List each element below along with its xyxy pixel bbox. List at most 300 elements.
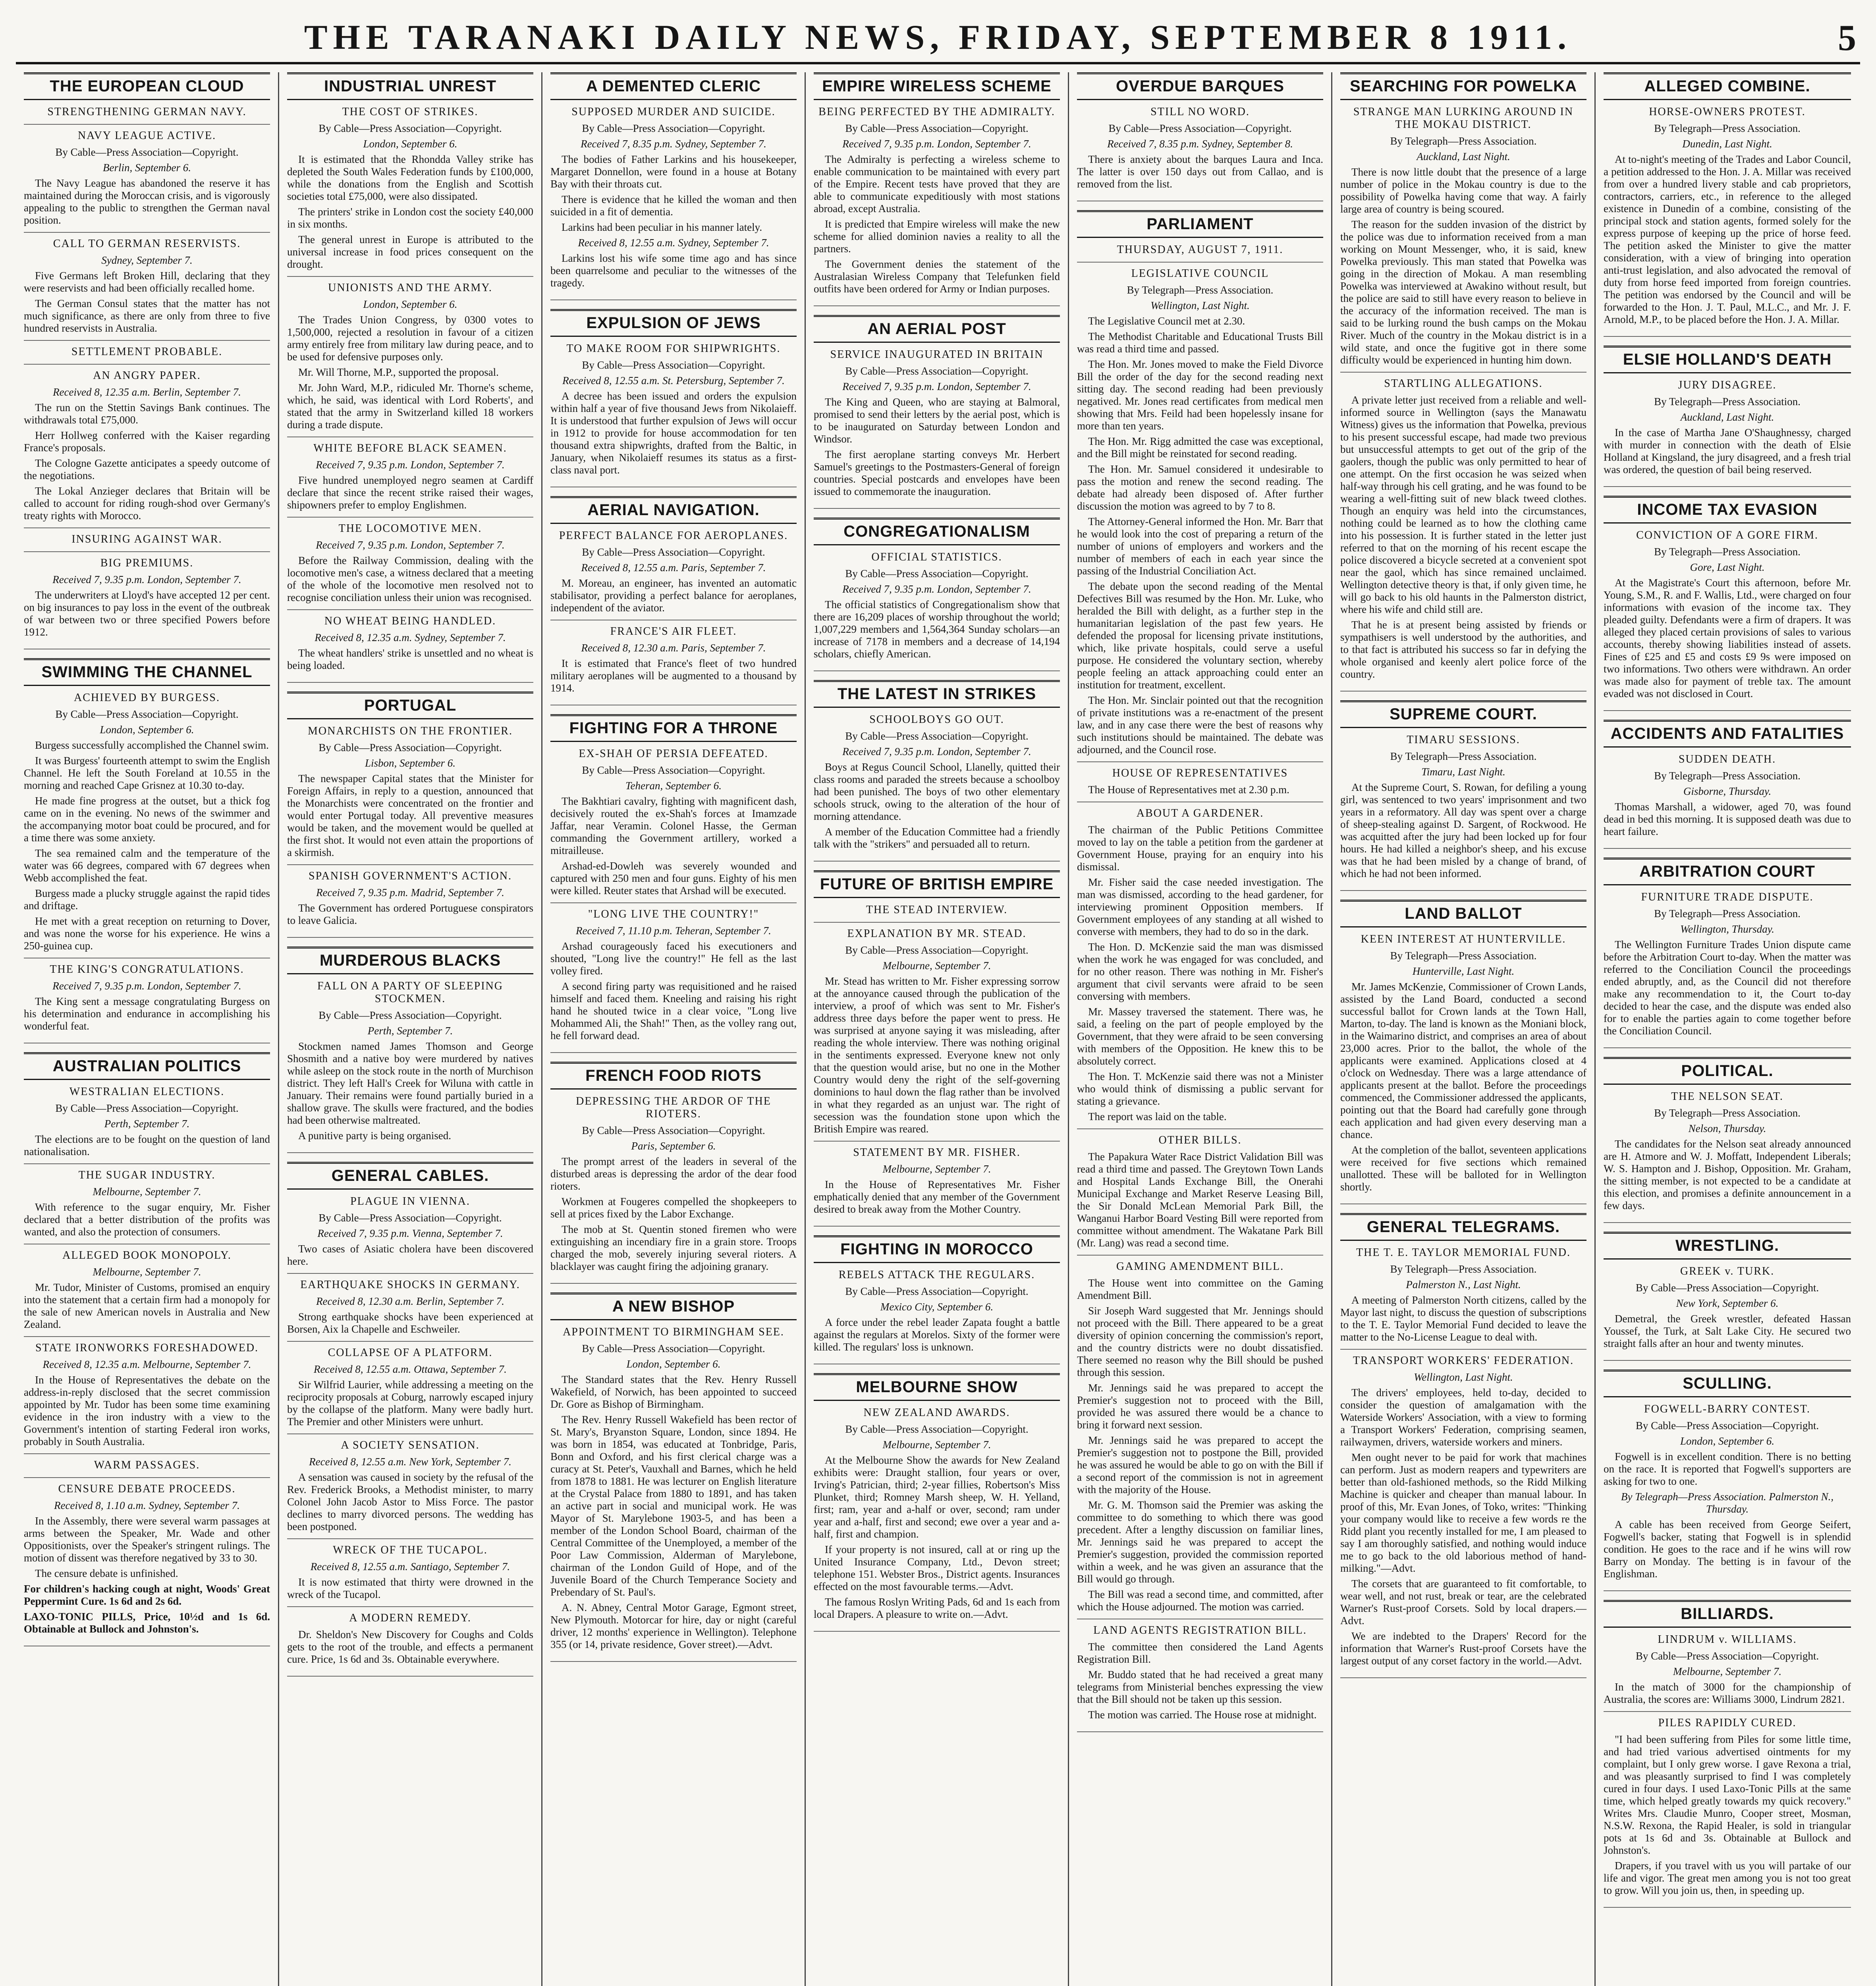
paragraph: The Hon. Mr. Rigg admitted the case was exceptional, and the Bill might be reinstated for second reading. [1077,435,1323,460]
column-1 [16,72,279,1986]
paragraph: The German Consul states that the matter has not much significance, as there are only from three to five hundred reservists in Australia. [24,298,270,334]
subheading: SCHOOLBOYS GO OUT. [869,713,1004,726]
column-7 [1596,72,1859,1986]
wire-credit: By Telegraph—Press Association. [1654,908,1801,920]
paragraph: The printers' strike in London cost the society £40,000 in six months. [287,206,533,230]
dateline: Hunterville, Last Night. [1412,965,1515,977]
article-headline: FIGHTING FOR A THRONE [550,714,797,742]
wire-credit: By Cable—Press Association—Copyright. [1635,1282,1819,1294]
subheading: CONVICTION OF A GORE FIRM. [1636,529,1818,541]
paragraph: The general unrest in Europe is attributed to the universal increase in food prices consequent on the drought. [287,234,533,270]
subheading: A MODERN REMEDY. [287,1606,533,1625]
paragraph: Strong earthquake shocks have been experienced at Borsen, Aix la Chapelle and Eschweiler. [287,1311,533,1335]
paragraph: Sir Joseph Ward suggested that Mr. Jennings should not proceed with the Bill. There appeared to be a great diversity of opinion concerning the commission's report, and the country districts were no doubt dissatisfied. There seemed no reason why the Bill should be pushed through this session. [1077,1305,1323,1378]
paragraph: Fogwell is in excellent condition. There is no betting on the race. It is reported that Fogwell's supporters are asking for two to one. [1604,1451,1851,1487]
paragraph: The first aeroplane starting conveys Mr. Herbert Samuel's greetings to the Postmasters-General of foreign countries. Special postcards and envelopes have been issued to commemorate the inauguration. [814,448,1060,497]
dateline: London, September 6. [1680,1435,1774,1447]
article [814,680,1060,862]
dateline: London, September 6. [363,298,457,310]
dateline: Received 8, 12.30 a.m. Berlin, September 7. [316,1295,504,1307]
paragraph: That he is at present being assisted by friends or sympathisers is well understood by the authorities, and to that fact is attributed his success so far in defying the whole organised and keenly alert police force of the country. [1340,619,1586,680]
wire-credit: By Cable—Press Association—Copyright. [845,1285,1029,1297]
wire-credit: By Cable—Press Association—Copyright. [318,1009,502,1021]
paragraph: At the Melbourne Show the awards for New Zealand exhibits were: Draught stallion, four years or over, Irving's Patrician, third; 2-year fillies, Robertson's Miss Plunket, third; Romney Marsh sheep, W. H. Yelland, first; ram, year and a-half or over, second; ram under year and a-half, first and second; ewe over a year and a-half, first and champion. [814,1454,1060,1540]
article [1604,858,1851,1048]
subheading: APPOINTMENT TO BIRMINGHAM SEE. [563,1326,784,1338]
subheading: A SOCIETY SENSATION. [287,1433,533,1452]
wire-credit: By Telegraph—Press Association. [1654,546,1801,558]
dateline: Auckland, Last Night. [1417,151,1510,162]
paragraph: Stockmen named James Thomson and George Shosmith and a native boy were murdered by natives while asleep on the stock route in the north of Murchison district. They left Hall's Creek for Wiluna with cattle in January. Their remains were found partially buried in a shallow grave. The skulls were fractured, and the bodies had been otherwise maltreated. [287,1040,533,1126]
dateline: Teheran, September 6. [625,780,722,792]
paragraph: The Hon. Mr. Jones moved to make the Field Divorce Bill the order of the day for the second reading next sitting day. The second reading had been previously negatived. Mr. Jones read certificates from medical men showing that Mrs. Feild had been hopelessly insane for more than ten years. [1077,358,1323,432]
subheading: WESTRALIAN ELECTIONS. [69,1086,225,1098]
subheading: MONARCHISTS ON THE FRONTIER. [308,725,513,737]
dateline: Received 7, 9.35 p.m. London, September 7. [842,746,1031,757]
article [1340,900,1586,1204]
article [1340,1213,1586,1678]
wire-credit: By Cable—Press Association—Copyright. [845,730,1029,742]
article-headline: A NEW BISHOP [550,1292,797,1320]
paragraph: The Government denies the statement of the Australasian Wireless Company that Telefunken field outfits have been ordered for Army or Indian purposes. [814,258,1060,295]
paragraph: The drivers' employees, held to-day, decided to consider the question of amalgamation with the Waterside Workers' Association, with a view to forming a Transport Workers' Federation, comprising seamen, railwaymen, drivers, waterside workers and miners. [1340,1387,1586,1448]
article-headline: MELBOURNE SHOW [814,1373,1060,1401]
wire-credit: By Cable—Press Association—Copyright. [318,122,502,134]
article [550,72,797,300]
article [550,1062,797,1284]
wire-credit: By Cable—Press Association—Copyright. [1635,1420,1819,1432]
wire-credit: By Telegraph—Press Association. [1654,1107,1801,1119]
article-headline: WRESTLING. [1604,1232,1851,1260]
article [550,496,797,705]
paragraph: The Cologne Gazette anticipates a speedy outcome of the negotiations. [24,457,270,481]
article [24,658,270,1043]
article-headline: ELSIE HOLLAND'S DEATH [1604,346,1851,373]
paragraph: The bodies of Father Larkins and his housekeeper, Margaret Donnellon, were found in a house at Botany Bay with their throats cut. [550,153,797,190]
paragraph: The motion was carried. The House rose at midnight. [1088,1709,1317,1721]
article [24,72,270,649]
paragraph: He made fine progress at the outset, but a thick fog came on in the evening. No news of the swimmer and the accompanying motor boat could be procured, and for a time there was some anxiety. [24,795,270,844]
wire-credit: By Telegraph—Press Association. [1654,770,1801,782]
subheading: TRANSPORT WORKERS' FEDERATION. [1340,1349,1586,1367]
dateline: Received 8, 12.55 a.m. Paris, September 7. [581,562,766,574]
advertisement: LAXO-TONIC PILLS, Price, 10½d and 1s 6d. Obtainable at Bullock and Johnston's. [24,1611,270,1635]
dateline: Gisborne, Thursday. [1683,785,1772,797]
dateline: Received 8, 12.55 a.m. Santiago, September 7. [310,1561,510,1573]
paragraph: The newspaper Capital states that the Minister for Foreign Affairs, in reply to a question, announced that the Monarchists were concentrated on the frontier and would enter Portugal today. All preventive measures would be taken, and the movement would be quelled at the first shot. It would not even attain the proportions of a skirmish. [287,773,533,858]
dateline: Wellington, Last Night. [1150,299,1250,311]
dateline: New York, September 6. [1676,1297,1779,1309]
paragraph: Two cases of Asiatic cholera have been discovered here. [287,1243,533,1267]
paragraph: Drapers, if you travel with us you will partake of our life and vigor. The great men among you is not too great to grow. Will you join us, then, in speeding up. [1604,1860,1851,1896]
article [1604,1057,1851,1223]
article-headline: INCOME TAX EVASION [1604,496,1851,524]
paragraph: The House of Representatives met at 2.30 p.m. [1088,784,1289,796]
paragraph: Five hundred unemployed negro seamen at Cardiff declare that since the recent strike raised their wages, shipowners prefer to employ Englishmen. [287,474,533,511]
dateline: Received 7, 9.35 p.m. London, September 7. [842,381,1031,392]
dateline: Received 7, 9.35 p.m. London, September 7. [842,138,1031,150]
dateline: Received 7, 9.35 p.m. London, September 7. [842,583,1031,595]
wire-credit: By Cable—Press Association—Copyright. [582,764,765,776]
subheading: WARM PASSAGES. [24,1453,270,1472]
paragraph: The Bill was read a second time, and committed, after which the House adjourned. The motion was carried. [1077,1588,1323,1613]
wire-credit: By Cable—Press Association—Copyright. [845,944,1029,956]
article-headline: GENERAL TELEGRAMS. [1340,1213,1586,1241]
article [1077,72,1323,201]
paragraph: A member of the Education Committee had a friendly talk with the "strikers" and persuaded all to return. [814,826,1060,850]
paragraph: Demetral, the Greek wrestler, defeated Hassan Youssef, the Turk, at Salt Lake City. He secured two straight falls after an hour and twenty minutes. [1604,1313,1851,1349]
dateline: Dunedin, Last Night. [1682,138,1772,150]
subheading: STATEMENT BY MR. FISHER. [814,1141,1060,1159]
wire-credit: By Cable—Press Association—Copyright. [55,146,239,158]
paragraph: It is estimated that France's fleet of two hundred military aeroplanes will be augmented to a thousand by 1914. [550,657,797,694]
dateline: Wellington, Thursday. [1680,923,1774,935]
paragraph: Mr. Fisher said the case needed investigation. The man was dismissed, according to the head gardener, for interviewing prominent Opposition members. If Government employees of any standing at all wished to converse with members, they had to do so in the dark. [1077,876,1323,937]
subheading: JURY DISAGREE. [1678,379,1777,391]
paragraph: In the House of Representatives Mr. Fisher emphatically denied that any member of the Government desired to break away from the Mother Country. [814,1178,1060,1215]
paragraph: The Methodist Charitable and Educational Trusts Bill was read a third time and passed. [1077,330,1323,355]
wire-credit: By Cable—Press Association—Copyright. [845,365,1029,377]
paragraph: Arshad-ed-Dowleh was severely wounded and captured with 250 men and four guns. Eighty of his men were killed. Reuter states that Arshad will be executed. [550,860,797,896]
article-headline: GENERAL CABLES. [287,1162,533,1190]
article [1604,72,1851,337]
paragraph: The reason for the sudden invasion of the district by the police was due to information received from a man working on Mount Messenger, who, it is said, knew Powelka previously. This man stated that Powelka was going in the direction of Mokau. A man resembling Powelka was interviewed at Awakino without result, but the police are said to still have every reason to believe in the accuracy of the information received. The man is said to be lurking round the bush camps on the Mokau River. Much of the country in the Mokau district is in a wild state, and once the fugitive got in there some difficulty would be experienced in hunting him down. [1340,218,1586,366]
paragraph: Burgess successfully accomplished the Channel swim. [35,739,269,751]
paragraph: The underwriters at Lloyd's have accepted 12 per cent. on big insurances to pay loss in the event of the outbreak of war between two or three specified Powers before 1912. [24,589,270,638]
article-headline: AERIAL NAVIGATION. [550,496,797,524]
dateline: Received 7, 9.35 p.m. Madrid, September 7. [316,887,504,898]
paragraph: The Hon. T. McKenzie said there was not a Minister who would think of dismissing a public servant for stating a grievance. [1077,1070,1323,1107]
wire-credit: By Telegraph—Press Association. [1390,950,1537,962]
dateline: Wellington, Last Night. [1414,1371,1513,1383]
subheading: ALLEGED BOOK MONOPOLY. [24,1244,270,1262]
subheading: PLAGUE IN VIENNA. [350,1195,470,1207]
article-headline: ALLEGED COMBINE. [1604,72,1851,100]
paragraph: It is predicted that Empire wireless will make the new scheme for allied dominion navies a reality to all the partners. [814,218,1060,255]
subheading: THE STEAD INTERVIEW. [866,904,1008,916]
article [550,1292,797,1662]
paragraph: Boys at Regus Council School, Llanelly, quitted their class rooms and paraded the streets because a schoolboy had been punished. The boys of two other elementary schools struck, owing to the alteration of the hour of morning attendance. [814,761,1060,822]
wire-credit: By Cable—Press Association—Copyright. [582,122,765,134]
paragraph: The report was laid on the table. [1088,1111,1227,1122]
paragraph: The Attorney-General informed the Hon. Mr. Barr that he would look into the cost of preparing a return of the number of unions of employers and workers and the number of members of each in each year since the passing of the Industrial Conciliation Act. [1077,516,1323,577]
subheading: THE NELSON SEAT. [1671,1090,1783,1103]
paragraph: At the Supreme Court, S. Rowan, for defiling a young girl, was sentenced to two years' imprisonment and two years in a reformatory. All day was spent over a charge of sheep-stealing against D. Sargent, of Rockwood. He was acquitted after the jury had been locked up for four hours. He had killed a neighbor's sheep, and his excuse was that he had been misled by a change of brand, of which he had not been informed. [1340,781,1586,879]
subheading: WHITE BEFORE BLACK SEAMEN. [287,437,533,455]
subheading: NO WHEAT BEING HANDLED. [287,609,533,628]
paragraph: Mr. James McKenzie, Commissioner of Crown Lands, assisted by the Land Board, conducted a second successful ballot for Crown lands at the Town Hall, Marton, to-day. The land is known as the Moniani block, in the Waimarino district, and comprises an area of about 23,000 acres. Prior to the ballot, the whole of the applicants were examined. Applications closed at 4 o'clock on Wednesday. There was a large attendance of applicants present at the ballot. Before the proceedings commenced, the Commissioner addressed the applicants, pointing out that the Board had carefully gone through each application and had given every deserving man a chance. [1340,981,1586,1140]
subheading: GREEK v. TURK. [1680,1265,1775,1277]
article [1604,720,1851,849]
article-headline: THE EUROPEAN CLOUD [24,72,270,100]
article [287,692,533,938]
paragraph: We are indebted to the Drapers' Record for the information that Warner's Rust-proof Corsets have the largest output of any corset factory in the world.—Advt. [1340,1630,1586,1667]
article [814,518,1060,671]
dateline: Received 7, 9.35 p.m. London, September 7. [316,459,505,471]
subheading: NAVY LEAGUE ACTIVE. [24,124,270,142]
paragraph: In the House of Representatives the debate on the address-in-reply disclosed that the secret commission appointed by Mr. Tudor has been some time examining evidence in the iron industry with a view to the Government's intention of starting Federal iron works, probably in South Australia. [24,1374,270,1447]
subheading: OTHER BILLS. [1077,1128,1323,1147]
paragraph: The Trades Union Congress, by 0300 votes to 1,500,000, rejected a resolution in favour of a citizen army entirely free from military law during peace, and to be used for defensive purposes only. [287,314,533,363]
paragraph: The prompt arrest of the leaders in several of the disturbed areas is depressing the ardor of the dear food rioters. [550,1155,797,1192]
wire-credit: By Cable—Press Association—Copyright. [582,1124,765,1136]
dateline: Auckland, Last Night. [1680,411,1774,423]
subheading: AN ANGRY PAPER. [24,364,270,382]
paragraph: The Standard states that the Rev. Henry Russell Wakefield, of Norwich, has been appointed to succeed Dr. Gore as Bishop of Birmingham. [550,1374,797,1410]
dateline: By Telegraph—Press Association. Palmerston N., Thursday. [1621,1491,1834,1515]
wire-credit: By Telegraph—Press Association. [1390,750,1537,762]
wire-credit: By Cable—Press Association—Copyright. [1108,122,1292,134]
paragraph: Before the Railway Commission, dealing with the locomotive men's case, a witness declared that a meeting of the whole of the locomotive men resolved not to recognise conciliation unless their union was recognised. [287,554,533,603]
dateline: Received 8, 12.30 a.m. Paris, September 7. [581,642,766,654]
paragraph: There is evidence that he killed the woman and then suicided in a fit of dementia. [550,193,797,218]
dateline: Received 7, 8.35 p.m. Sydney, September 7. [581,138,766,150]
paragraph: The committee then considered the Land Agents Registration Bill. [1077,1641,1323,1665]
paragraph: Thomas Marshall, a widower, aged 70, was found dead in bed this morning. It is supposed death was due to heart failure. [1604,801,1851,837]
paragraph: At the completion of the ballot, seventeen applications were received for five sections which remained unallotted. These will be balloted for in Wellington shortly. [1340,1144,1586,1193]
subheading: KEEN INTEREST AT HUNTERVILLE. [1361,933,1566,945]
wire-credit: By Cable—Press Association—Copyright. [582,1343,765,1354]
subheading: HOUSE OF REPRESENTATIVES [1077,761,1323,780]
paragraph: Mr. Will Thorne, M.P., supported the proposal. [298,366,499,378]
paragraph: The elections are to be fought on the question of land nationalisation. [24,1133,270,1157]
paragraph: The chairman of the Public Petitions Committee moved to lay on the table a petition from the gardener at Government House, praying for an enquiry into his dismissal. [1077,824,1323,873]
paragraph: The Papakura Water Race District Validation Bill was read a third time and passed. The Greytown Town Lands and Hospital Lands Exchange Bill, the Onerahi Municipal Exchange and Market Reserve Leasing Bill, the Sir Donald McLean Memorial Park Bill, the Wanganui Harbor Board Vesting Bill were reported from committee without amendment. The Wakatane Park Bill (Mr. Lang) was read a second time. [1077,1151,1323,1249]
dateline: Mexico City, September 6. [880,1301,994,1313]
subheading: "LONG LIVE THE COUNTRY!" [550,902,797,921]
article [814,315,1060,509]
subheading: LINDRUM v. WILLIAMS. [1658,1633,1797,1646]
paragraph: He met with a great reception on returning to Dover, and was none the worse for his experience. He wins a 250-guinea cup. [24,915,270,952]
paragraph: The run on the Stettin Savings Bank continues. The withdrawals total £75,000. [24,402,270,426]
paragraph: Arshad courageously faced his executioners and shouted, "Long live the country!" He fell as the last volley fired. [550,940,797,977]
dateline: Melbourne, September 7. [1673,1665,1781,1677]
subheading: STARTLING ALLEGATIONS. [1340,372,1586,390]
paragraph: The Hon. Mr. Sinclair pointed out that the recognition of private institutions was a re-enactment of the present law, and in any case there were the best of reasons why such institutions should be maintained. The debate was adjourned, and the Council rose. [1077,694,1323,755]
article [1604,1232,1851,1361]
article-headline: POLITICAL. [1604,1057,1851,1085]
dateline: Received 8, 12.35 a.m. Berlin, September 7. [53,386,241,398]
dateline: Gore, Last Night. [1690,561,1765,573]
article [287,1162,533,1677]
subheading: CENSURE DEBATE PROCEEDS. [24,1477,270,1495]
paragraph: "I had been suffering from Piles for some little time, and had tried various advertised ointments for my complaint, but I only grew worse. I gave Rexona a trial, and was pleasantly surprised to find I was completely cured in four days. I used Laxo-Tonic Pills at the same time, which helped greatly towards my quick recovery." Writes Mrs. Claudie Munro, Cooper street, Mosman, N.S.W. Rexona, the Rapid Healer, is sold in triangular pots at 1s 6d and 3s. Obtainable at Bullock and Johnston's. [1604,1733,1851,1856]
column-3 [542,72,806,1986]
subheading: BIG PREMIUMS. [24,551,270,570]
column-6 [1332,72,1596,1986]
article-headline: A DEMENTED CLERIC [550,72,797,100]
paragraph: The Rev. Henry Russell Wakefield has been rector of St. Mary's, Bryanston Square, London, since 1894. He was born in 1854, was educated at Tonbridge, Paris, Bonn and Oxford, and his first clerical charge was a curacy at St. Peter's, Vauxhall and Barnes, which he held from 1878 to 1881. He was lecturer on English literature at the Crystal Palace from 1880 to 1891, and has taken an active part in social and municipal work. He was Mayor of St. Marylebone 1903-5, and has been a member of the London School Board, chairman of the Central Committee of the Unemployed, a member of the Poor Law Commission, Alderman of Marylebone, chairman of the London Guild of Hope, and of the Juvenile Board of the Church Temperance Society and Prebendary of St. Paul's. [550,1414,797,1598]
dateline: Paris, September 6. [631,1140,716,1152]
column-4 [806,72,1069,1986]
dateline: Received 8, 1.10 a.m. Sydney, September 7. [54,1499,240,1511]
subheading: LEGISLATIVE COUNCIL [1077,262,1323,280]
paragraph: Mr. John Ward, M.P., ridiculed Mr. Thorne's scheme, which, he said, was identical with Lord Roberts', and stated that the army in Switzerland killed 18 workers during a trade dispute. [287,382,533,431]
paragraph: Burgess made a plucky struggle against the rapid tides and driftage. [24,887,270,912]
article [287,947,533,1153]
paragraph: In the Assembly, there were several warm passages at arms between the Speaker, Mr. Wade and other Oppositionists, over the Speaker's stringent rulings. The motion of dissent was therefore negatived by 33 to 30. [24,1515,270,1564]
article-headline: SUPREME COURT. [1340,700,1586,728]
paragraph: The wheat handlers' strike is unsettled and no wheat is being loaded. [287,647,533,671]
paragraph: Mr. Buddo stated that he had received a great many telegrams from Ministerial benches expressing the view that the Bill should not be taken up this session. [1077,1669,1323,1705]
subheading: STRANGE MAN LURKING AROUND IN THE MOKAU DISTRICT. [1353,106,1574,131]
wire-credit: By Cable—Press Association—Copyright. [582,546,765,558]
paragraph: The mob at St. Quentin stoned firemen who were extinguishing an incendiary fire in a grain store. Troops charged the mob, severely injuring several rioters. A blacklayer was caught firing the adjoining granary. [550,1223,797,1272]
paragraph: Mr. Massey traversed the statement. There was, he said, a feeling on the part of people employed by the Government, that they were afraid to be seen conversing with members of the Opposition. He knew this to be absolutely correct. [1077,1006,1323,1067]
article [1340,700,1586,891]
wire-credit: By Cable—Press Association—Copyright. [845,568,1029,580]
subheading: OFFICIAL STATISTICS. [871,551,1002,563]
paragraph: The King and Queen, who are staying at Balmoral, promised to send their letters by the aerial post, which is to be inaugurated on Saturday between London and Windsor. [814,396,1060,445]
paragraph: The sea remained calm and the temperature of the water was 66 degrees, compared with 67 degrees when Webb accomplished the feat. [24,847,270,884]
wire-credit: By Cable—Press Association—Copyright. [55,708,239,720]
paragraph: At to-night's meeting of the Trades and Labor Council, a petition addressed to the Hon. J. A. Millar was received from over a hundred livery stable and cab proprietors, contractors, carriers, etc., in reference to the alleged existence in Dunedin of a combine, consisting of the principal stock and station agents, formed solely for the express purpose of keeping up the price of horse feed. The petition asked the Minister to give the matter consideration, with a view of bringing into operation anti-trust legislation, and also advocated the removal of duty from horse feed imported from foreign countries. The petition was endorsed by the Council and will be forwarded to the Hon. J. T. Paul, M.L.C., and Mr. J. F. Arnold, M.P., to be placed before the Hon. J. A. Millar. [1604,153,1851,325]
subheading: SPANISH GOVERNMENT'S ACTION. [287,864,533,883]
paragraph: The Navy League has abandoned the reserve it has maintained during the Moroccan crisis, and is vigorously appealing to the public to strengthen the German naval position. [24,177,270,226]
subheading: FOGWELL-BARRY CONTEST. [1644,1403,1810,1415]
subheading: STRENGTHENING GERMAN NAVY. [47,106,247,118]
dateline: Received 8, 12.55 a.m. Ottawa, September 7. [314,1363,507,1375]
paragraph: The House went into committee on the Gaming Amendment Bill. [1077,1277,1323,1301]
subheading: THE SUGAR INDUSTRY. [24,1163,270,1182]
dateline: Received 7, 9.35 p.m. London, September 7. [52,980,241,992]
paragraph: The censure debate is unfinished. [35,1567,178,1579]
article [814,1235,1060,1364]
subheading: CALL TO GERMAN RESERVISTS. [24,232,270,250]
subheading: ACHIEVED BY BURGESS. [74,692,220,704]
wire-credit: By Cable—Press Association—Copyright. [1635,1650,1819,1662]
paragraph: A force under the rebel leader Zapata fought a battle against the regulars at Morelos. Sixty of the former were killed. The regulars' loss is unknown. [814,1316,1060,1353]
subheading: SUPPOSED MURDER AND SUICIDE. [571,106,776,118]
paragraph: A meeting of Palmerston North citizens, called by the Mayor last night, to discuss the question of subscriptions to the T. E. Taylor Memorial Fund decided to leave the matter to the No-License League to deal with. [1340,1294,1586,1343]
paragraph: There is anxiety about the barques Laura and Inca. The latter is over 150 days out from Callao, and is removed from the list. [1077,153,1323,190]
subheading: FURNITURE TRADE DISPUTE. [1641,891,1814,903]
subheading: THE COST OF STRIKES. [342,106,479,118]
column-5 [1069,72,1332,1986]
article-headline: AUSTRALIAN POLITICS [24,1052,270,1080]
paragraph: The famous Roslyn Writing Pads, 6d and 1s each from local Drapers. A pleasure to write on.—Advt. [814,1596,1060,1620]
subheading: PILES RAPIDLY CURED. [1604,1711,1851,1729]
paragraph: Workmen at Fougeres compelled the shopkeepers to sell at prices fixed by the Labor Exchange. [550,1196,797,1220]
newspaper-title: THE TARANAKI DAILY NEWS, FRIDAY, SEPTEMBER 8 1911. [304,18,1572,57]
subheading: STILL NO WORD. [1150,106,1250,118]
article-headline: FRENCH FOOD RIOTS [550,1062,797,1090]
paragraph: A decree has been issued and orders the expulsion within half a year of five thousand Jews from Nikolaieff. It is understood that further expulsion of Jews will occur in 1912 to provide for house accommodation for ten thousand extra shipwrights, drafted from the Baltic, in January, when Nikolaieff resumes its status as a first-class naval port. [550,390,797,476]
subheading: ABOUT A GARDENER. [1077,802,1323,820]
paragraph: The Admiralty is perfecting a wireless scheme to enable communication to be maintained with every part of the Empire. Recent tests have proved that they are able to communicate expeditiously with most stations abroad, except Australia. [814,153,1060,214]
subheading: THE LOCOMOTIVE MEN. [287,517,533,535]
paragraph: A private letter just received from a reliable and well-informed source in Wellington (says the Manawatu Witness) gives us the information that Powelka, previous to his present successful escape, had made two previous but unsuccessful attempts to get out of the grip of the gaolers, though the public was only permitted to hear of one attempt. On the first occasion he was seized when half-way through his cell grating, and he was found to be wearing a well-fitting suit of new black tweed clothes. Though an enquiry was held into the circumstances, nothing could be learned as to how the clothing came into his possession. It is further stated in the letter just referred to that on the morning of his recent escape the police discovered a bicycle secreted at a convenient spot near the gaol, which has since remained unclaimed. Wellington detective theory is that, if only given time, he will go back to his old haunts in the Palmerston district, where his wife and child still are. [1340,394,1586,615]
paragraph: Five Germans left Broken Hill, declaring that they were reservists and had been officially recalled home. [24,270,270,294]
subheading: EX-SHAH OF PERSIA DEFEATED. [579,748,768,760]
subheading: THURSDAY, AUGUST 7, 1911. [1117,243,1283,256]
paragraph: The Lokal Anzieger declares that Britain will be called to account for riding rough-shod over Germany's treaty rights with Morocco. [24,485,270,522]
paragraph: The Bakhtiari cavalry, fighting with magnificent dash, decisively routed the ex-Shah's forces at Imamzade Jaffar, near Veramin. Colonel Hasse, the German commanding the Government artillery, worked a mitrailleuse. [550,795,797,856]
dateline: Melbourne, September 7. [882,1163,991,1175]
dateline: London, September 6. [626,1358,721,1370]
dateline: Melbourne, September 7. [882,960,991,972]
subheading: COLLAPSE OF A PLATFORM. [287,1341,533,1359]
article [814,72,1060,306]
dateline: Sydney, September 7. [101,254,193,266]
wire-credit: By Cable—Press Association—Copyright. [582,359,765,371]
dateline: Received 7, 9.35 p.m. London, September 7. [316,539,505,551]
paragraph: The debate upon the second reading of the Mental Defectives Bill was resumed by the Hon. Mr. Luke, who heralded the Bill with delight, as a further step in the humanitarian legislation of the past few years. He defended the proposal for licensing private institutions, which, like private hospitals, could serve a useful purpose. He considered the voluntary section, whereby people feeling an attack approaching could enter an institution for treatment, excellent. [1077,580,1323,691]
paragraph: If your property is not insured, call at or ring up the United Insurance Company, Ltd., Devon street; telephone 151. Webster Bros., District agents. Insurances effected on the most favourable terms.—Advt. [814,1544,1060,1592]
dateline: Perth, September 7. [104,1118,190,1130]
wire-credit: By Cable—Press Association—Copyright. [318,742,502,753]
article-headline: AN AERIAL POST [814,315,1060,343]
paragraph: The corsets that are guaranteed to fit comfortable, to wear well, and not rust, break or tear, are the celebrated Warner's Rust-proof Corsets. Sold by local drapers.—Advt. [1340,1578,1586,1627]
paragraph: Larkins had been peculiar in his manner lately. [562,221,762,233]
wire-credit: By Cable—Press Association—Copyright. [55,1102,239,1114]
paragraph: Mr. Jennings said he was prepared to accept the Premier's suggestion not to proceed with the Bill, provided he was assured there would be a chance to bring it forward next session. [1077,1382,1323,1431]
dateline: Received 8, 12.55 a.m. Sydney, September 7. [578,237,769,249]
article-headline: EXPULSION OF JEWS [550,309,797,337]
article-headline: PARLIAMENT [1077,210,1323,238]
subheading: THE T. E. TAYLOR MEMORIAL FUND. [1356,1246,1571,1259]
wire-credit: By Cable—Press Association—Copyright. [845,1423,1029,1435]
article-headline: THE LATEST IN STRIKES [814,680,1060,708]
paragraph: Dr. Sheldon's New Discovery for Coughs and Colds gets to the root of the trouble, and effects a permanent cure. Price, 1s 6d and 3s. Obtainable everywhere. [287,1629,533,1665]
article [1604,346,1851,487]
subheading: STATE IRONWORKS FORESHADOWED. [24,1336,270,1354]
article-headline: PORTUGAL [287,692,533,719]
paragraph: Sir Wilfrid Laurier, while addressing a meeting on the reciprocity proposals at Coburg, narrowly escaped injury by the collapse of the platform. Many were badly hurt. The Premier and other Ministers were unhurt. [287,1379,533,1428]
paragraph: Mr. Stead has written to Mr. Fisher expressing sorrow at the annoyance caused through the publication of the interview, a proof of which was sent to Mr. Fisher's address three days before the paper went to press. He was surprised at anyone saying it was misleading, after reading the whole interview. There was nothing original in the sentiments expressed. Everyone knew not only that the question would arise, but no one in the Mother Country would deny the right of the self-governing dominions to haul down the flag rather than be involved in what they regarded as an unjust war. The right of secession was the foundation stone upon which the British Empire was reared. [814,975,1060,1135]
wire-credit: By Telegraph—Press Association. [1654,122,1801,134]
advertisement: For children's hacking cough at night, Woods' Great Peppermint Cure. 1s 6d and 2s 6d. [24,1583,270,1607]
article-headline: LAND BALLOT [1340,900,1586,927]
wire-credit: By Telegraph—Press Association. [1390,1263,1537,1275]
dateline: Received 7, 9.35 p.m. London, September 7. [52,574,241,585]
paragraph: The Hon. D. McKenzie said the man was dismissed when the work he was engaged for was concluded, and for no other reason. There was nothing in Mr. Fisher's argument that civil servants were afraid to be seen conversing with members. [1077,941,1323,1002]
article [814,870,1060,1227]
paragraph: A cable has been received from George Seifert, Fogwell's backer, stating that Fogwell is in splendid condition. He goes to the race and if he wins will row Barry on Monday. The betting is in favour of the Englishman. [1604,1518,1851,1580]
article [1340,72,1586,692]
dateline: Received 7, 9.35 p.m. Vienna, September 7. [317,1227,503,1239]
paragraph: Mr. Jennings said he was prepared to accept the Premier's suggestion not to postpone the Bill, provided he was assured he would be able to go on with the Bill if a second report of the commission is not in agreement with the majority of the House. [1077,1434,1323,1495]
paragraph: In the match of 3000 for the championship of Australia, the scores are: Williams 3000, Lindrum 2821. [1604,1681,1851,1705]
paragraph: Mr. Tudor, Minister of Customs, promised an enquiry into the statement that a certain firm had a monopoly for the sale of new American novels in Australia and New Zealand. [24,1281,270,1330]
paragraph: In the case of Martha Jane O'Shaughnessy, charged with murder in connection with the death of Elsie Holland at Kingsland, the jury disagreed, and a fresh trial was ordered, the question of bail being reserved. [1604,427,1851,475]
subheading: HORSE-OWNERS PROTEST. [1649,106,1806,118]
dateline: Berlin, September 6. [103,162,191,174]
paragraph: A sensation was caused in society by the refusal of the Rev. Frederick Brooks, a Methodist minister, to marry Colonel John Jacob Astor to Miss Force. The pastor declines to marry divorced persons. The wedding has been postponed. [287,1471,533,1532]
article-headline: MURDEROUS BLACKS [287,947,533,974]
dateline: Lisbon, September 6. [365,757,455,769]
column-container [16,72,1860,1986]
article-headline: SWIMMING THE CHANNEL [24,658,270,686]
paragraph: The official statistics of Congregationalism show that there are 16,209 places of worship throughout the world; 1,007,229 members and 1,564,364 Sunday scholars—an increase of 7178 in members and a decrease of 14,194 scholars, chiefly American. [814,599,1060,660]
paragraph: A punitive party is being organised. [298,1130,451,1142]
dateline: London, September 6. [100,724,194,736]
dateline: Received 7, 11.10 p.m. Teheran, September 7. [576,925,771,937]
article-headline: FIGHTING IN MOROCCO [814,1235,1060,1263]
article [550,309,797,487]
paragraph: The Wellington Furniture Trades Union dispute came before the Arbitration Court to-day. When the matter was referred to the Conciliation Council the proceedings ended abruptly, and, as the Council did not therefore make any recommendation to it, the Court to-day decided to hear the case, and the dispute was ended also for to enable the parties again to come together before the Conciliation Council. [1604,939,1851,1037]
dateline: Received 8, 12.35 a.m. Melbourne, September 7. [42,1358,251,1370]
paragraph: Herr Hollweg conferred with the Kaiser regarding France's proposals. [24,429,270,454]
paragraph: M. Moreau, an engineer, has invented an automatic stabilisator, providing a perfect balance for aeroplanes, independent of the aviator. [550,577,797,614]
article [24,1052,270,1646]
article-headline: SCULLING. [1604,1370,1851,1397]
page-number: 5 [1838,17,1856,58]
masthead [16,14,1860,64]
paragraph: There is now little doubt that the presence of a large number of police in the Mokau country is due to the possibility of Powelka having come that way. A fairly large area of country is being scoured. [1340,166,1586,215]
subheading: TIMARU SESSIONS. [1407,734,1520,746]
subheading: SUDDEN DEATH. [1678,753,1776,765]
